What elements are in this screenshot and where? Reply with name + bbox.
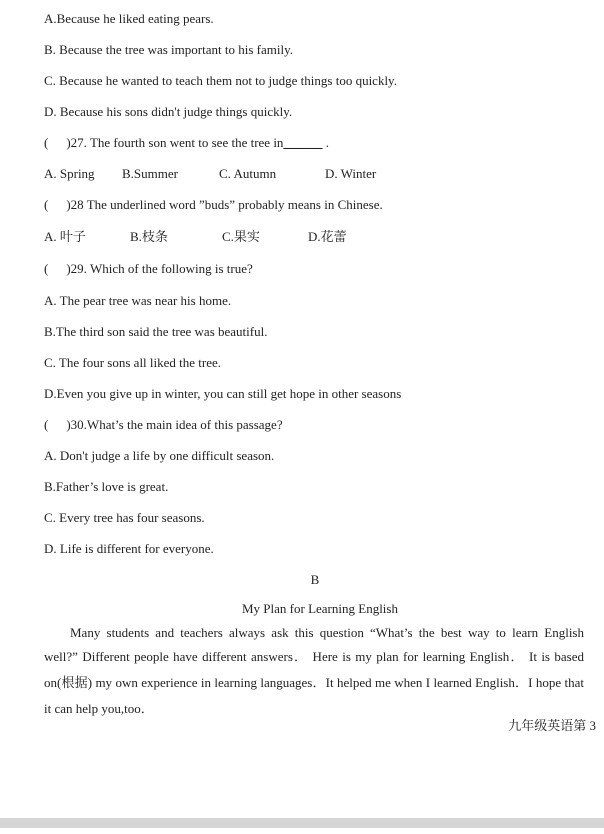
q29-option-a: A. The pear tree was near his home. [44,293,232,308]
q30-option-b: B.Father’s love is great. [44,479,169,494]
q27-end: . [322,135,329,150]
q29-option-c: C. The four sons all liked the tree. [44,355,222,370]
q28-stem: )28 The underlined word ”buds” probably means in Chinese. [66,197,383,212]
q27-blank: ______ [283,135,323,150]
q29-option-d: D.Even you give up in winter, you can still get hope in other seasons [44,386,402,401]
q26-option-a: A.Because he liked eating pears. [44,11,214,26]
q26-option-c: C. Because he wanted to teach them not to judge things too quickly. [44,73,397,88]
q28-option-a: A. 叶子 [44,229,86,244]
q30-question [44,417,283,433]
q27-option-b: B.Summer [122,166,178,181]
q27-option-c: C. Autumn [219,166,277,181]
passage-line-1: Many students and teachers always ask this question “What’s the best way to learn English [70,625,584,640]
q30-option-a: A. Don't judge a life by one difficult season. [44,448,275,463]
q29-question [44,261,253,277]
q27-stem: )27. The fourth son went to see the tree in [66,135,284,150]
page-footer: 九年级英语第 3 [508,718,596,733]
q30-paren: ( [44,417,49,432]
passage-line-3: on(根据) my own experience in learning languages．It helped me when I learned English．I hope that [44,675,584,690]
q27-question [44,135,329,151]
q26-option-b: B. Because the tree was important to his family. [44,42,293,57]
q28-option-b: B.枝条 [130,229,168,244]
q28-option-c: C.果实 [222,229,260,244]
q28-question [44,197,383,213]
q26-option-d: D. Because his sons didn't judge things quickly. [44,104,293,119]
q29-paren: ( [44,261,49,276]
q27-option-d: D. Winter [325,166,377,181]
q28-paren: ( [44,197,49,212]
q29-option-b: B.The third son said the tree was beautiful. [44,324,268,339]
page-bottom-bar [0,818,604,828]
q29-stem: )29. Which of the following is true? [66,261,253,276]
q27-paren: ( [44,135,49,150]
passage-line-4: it can help you,too． [44,701,154,716]
section-letter: B [310,572,320,587]
q30-stem: )30.What’s the main idea of this passage? [66,417,283,432]
q28-option-d: D.花蕾 [308,229,347,244]
passage-line-2: well?” Different people have different answers． Here is my plan for learning English． It is based [44,649,584,664]
q27-option-a: A. Spring [44,166,95,181]
q30-option-c: C. Every tree has four seasons. [44,510,205,525]
passage-title: My Plan for Learning English [242,601,398,616]
q30-option-d: D. Life is different for everyone. [44,541,214,556]
